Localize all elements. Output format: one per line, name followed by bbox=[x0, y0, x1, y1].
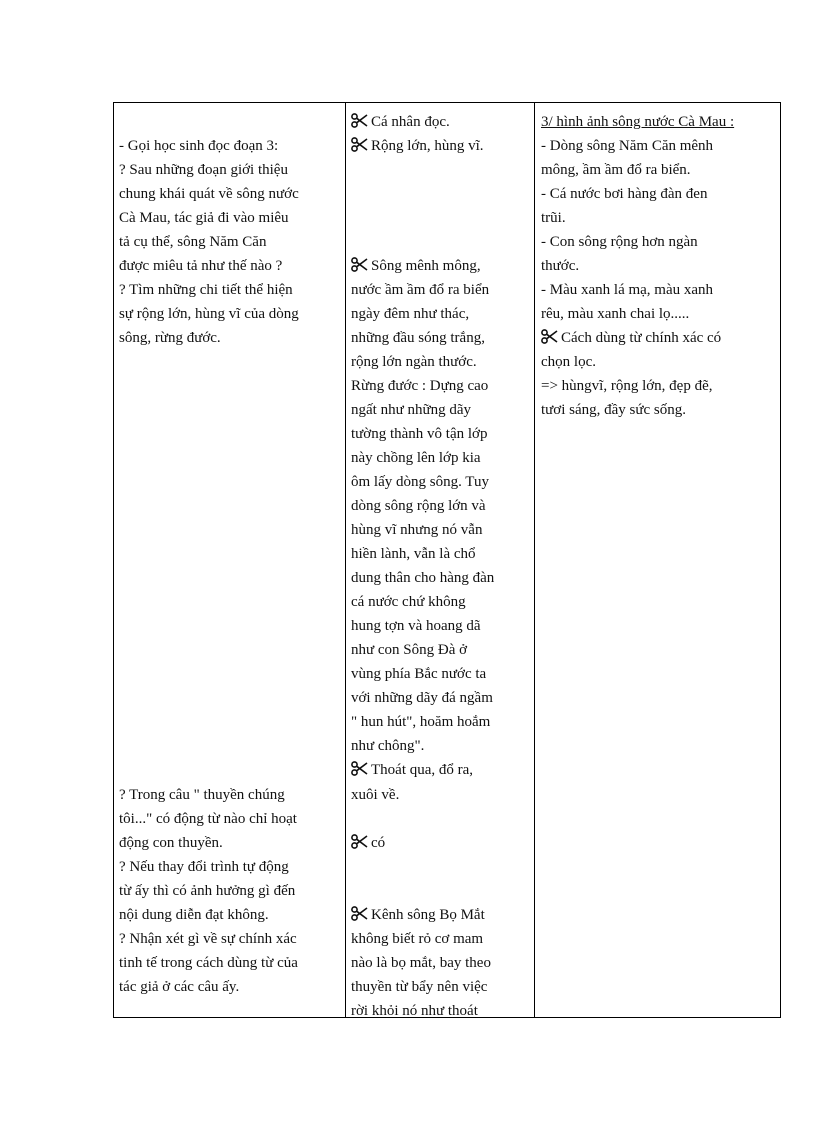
scissors-icon bbox=[351, 758, 371, 782]
text-line bbox=[351, 374, 488, 398]
line-text: từ ấy thì có ảnh hưởng gì đến bbox=[119, 883, 296, 899]
text-line bbox=[119, 206, 289, 230]
line-text: - Con sông rộng hơn ngàn bbox=[541, 234, 698, 250]
text-line bbox=[119, 927, 297, 951]
text-line bbox=[351, 566, 494, 590]
text-line bbox=[119, 254, 282, 278]
text-line bbox=[351, 134, 484, 158]
line-text: dung thân cho hàng đàn bbox=[351, 570, 495, 586]
text-line bbox=[119, 158, 288, 182]
text-line bbox=[351, 662, 486, 686]
text-line bbox=[119, 807, 297, 831]
text-line bbox=[119, 278, 293, 302]
line-text: thuyền từ bẩy nên việc bbox=[351, 979, 488, 995]
line-text: 3/ hình ảnh sông nước Cà Mau : bbox=[541, 114, 735, 130]
line-text: - Cá nước bơi hàng đàn đen bbox=[541, 186, 708, 202]
scissors-icon bbox=[541, 326, 561, 350]
line-text: thước. bbox=[541, 258, 580, 274]
line-text: nội dung diễn đạt không. bbox=[119, 907, 269, 923]
text-line bbox=[119, 975, 239, 999]
line-text: có bbox=[371, 835, 386, 851]
text-line bbox=[541, 206, 566, 230]
text-line bbox=[351, 494, 486, 518]
text-line bbox=[351, 446, 481, 470]
line-text: tác giả ở các câu ấy. bbox=[119, 979, 240, 995]
text-line bbox=[351, 542, 476, 566]
line-text: tường thành vô tận lớp bbox=[351, 426, 488, 442]
text-line bbox=[351, 614, 481, 638]
line-text: ? Tìm những chi tiết thể hiện bbox=[119, 282, 293, 298]
line-text: xuôi về. bbox=[351, 787, 400, 803]
text-line bbox=[351, 951, 491, 975]
line-text: rộng lớn ngàn thước. bbox=[351, 354, 477, 370]
text-line bbox=[351, 734, 424, 758]
text-line bbox=[351, 686, 493, 710]
line-text: - Dòng sông Năm Căn mênh bbox=[541, 138, 714, 154]
line-text: cá nước chứ không bbox=[351, 594, 466, 610]
line-text: Cá nhân đọc. bbox=[371, 114, 450, 130]
line-text: rêu, màu xanh chai lọ..... bbox=[541, 306, 690, 322]
line-text: Thoát qua, đổ ra, bbox=[371, 762, 474, 778]
line-text: - Màu xanh lá mạ, màu xanh bbox=[541, 282, 714, 298]
scissors-icon bbox=[351, 110, 371, 134]
line-text: tôi..." có động từ nào chỉ hoạt bbox=[119, 811, 297, 827]
text-line bbox=[119, 903, 269, 927]
text-line bbox=[351, 518, 482, 542]
line-text: Sông mênh mông, bbox=[371, 258, 481, 274]
text-line bbox=[351, 590, 466, 614]
line-text: ? Nếu thay đổi trình tự động bbox=[119, 859, 289, 875]
line-text: sông, rừng đước. bbox=[119, 330, 221, 346]
line-text: như con Sông Đà ở bbox=[351, 642, 468, 658]
line-text: sự rộng lớn, hùng vĩ của dòng bbox=[119, 306, 299, 322]
line-text: ? Trong câu " thuyền chúng bbox=[119, 787, 285, 803]
text-line bbox=[351, 710, 490, 734]
text-line bbox=[351, 398, 471, 422]
line-text: => hùngvĩ, rộng lớn, đẹp đẽ, bbox=[541, 378, 713, 394]
line-text: nào là bọ mắt, bay theo bbox=[351, 955, 491, 971]
scissors-icon bbox=[351, 831, 371, 855]
line-text: như chông". bbox=[351, 738, 425, 754]
text-line bbox=[541, 110, 734, 134]
line-text: Kênh sông Bọ Mắt bbox=[371, 907, 485, 923]
line-text: rời khỏi nó như thoát bbox=[351, 1003, 478, 1019]
line-text: tươi sáng, đầy sức sống. bbox=[541, 402, 687, 418]
text-line bbox=[351, 999, 478, 1023]
text-line bbox=[541, 302, 689, 326]
line-text: chọn lọc. bbox=[541, 354, 596, 370]
text-line bbox=[351, 975, 487, 999]
line-text: - Gọi học sinh đọc đoạn 3: bbox=[119, 138, 279, 154]
text-line bbox=[351, 278, 489, 302]
scissors-icon bbox=[351, 903, 371, 927]
text-line bbox=[541, 398, 686, 422]
line-text: " hun hút", hoăm hoắm bbox=[351, 714, 491, 730]
line-text: dòng sông rộng lớn và bbox=[351, 498, 486, 514]
text-line bbox=[351, 927, 483, 951]
line-text: Rừng đước : Dựng cao bbox=[351, 378, 489, 394]
line-text: với những dãy đá ngầm bbox=[351, 690, 493, 706]
text-line bbox=[351, 254, 481, 278]
line-text: động con thuyền. bbox=[119, 835, 223, 851]
line-text: chung khái quát về sông nước bbox=[119, 186, 299, 202]
line-text: mông, ầm ầm đổ ra biển. bbox=[541, 162, 691, 178]
line-text: tả cụ thể, sông Năm Căn bbox=[119, 234, 267, 250]
line-text: trũi. bbox=[541, 210, 566, 226]
line-text: Cách dùng từ chính xác có bbox=[561, 330, 722, 346]
text-line bbox=[119, 302, 299, 326]
line-text: ? Sau những đoạn giới thiệu bbox=[119, 162, 288, 178]
text-line bbox=[541, 278, 713, 302]
text-line bbox=[541, 182, 707, 206]
lesson-table bbox=[113, 102, 781, 1018]
line-text: vùng phía Bắc nước ta bbox=[351, 666, 487, 682]
text-line bbox=[541, 350, 596, 374]
line-text: ngất như những dãy bbox=[351, 402, 471, 418]
text-line bbox=[351, 326, 485, 350]
text-line bbox=[119, 951, 298, 975]
text-line bbox=[351, 783, 399, 807]
line-text: ? Nhận xét gì về sự chính xác bbox=[119, 931, 297, 947]
text-line bbox=[119, 326, 221, 350]
line-text: hùng vĩ nhưng nó vẫn bbox=[351, 522, 483, 538]
text-line bbox=[541, 326, 721, 350]
line-text: Cà Mau, tác giả đi vào miêu bbox=[119, 210, 289, 226]
line-text: hung tợn và hoang dã bbox=[351, 618, 481, 634]
text-line bbox=[119, 855, 289, 879]
text-line bbox=[351, 831, 385, 855]
line-text: này chồng lên lớp kia bbox=[351, 450, 481, 466]
line-text: tinh tế trong cách dùng từ của bbox=[119, 955, 298, 971]
text-line bbox=[541, 374, 713, 398]
text-line bbox=[119, 230, 266, 254]
text-line bbox=[119, 134, 278, 158]
text-line bbox=[119, 831, 223, 855]
line-text: không biết rỏ cơ mam bbox=[351, 931, 484, 947]
line-text: hiền lành, vẫn là chổ bbox=[351, 546, 476, 562]
text-line bbox=[351, 422, 487, 446]
scissors-icon bbox=[351, 254, 371, 278]
text-line bbox=[351, 350, 477, 374]
column-divider bbox=[345, 103, 346, 1017]
text-line bbox=[351, 758, 473, 782]
text-line bbox=[119, 879, 295, 903]
text-line bbox=[541, 254, 579, 278]
line-text: ôm lấy dòng sông. Tuy bbox=[351, 474, 489, 490]
text-line bbox=[541, 230, 698, 254]
text-line bbox=[351, 110, 450, 134]
text-line bbox=[119, 783, 285, 807]
text-line bbox=[541, 158, 691, 182]
line-text: nước ầm ầm đổ ra biển bbox=[351, 282, 490, 298]
scissors-icon bbox=[351, 134, 371, 158]
text-line bbox=[351, 470, 489, 494]
text-line bbox=[351, 903, 485, 927]
line-text: ngày đêm như thác, bbox=[351, 306, 470, 322]
column-divider bbox=[534, 103, 535, 1017]
text-line bbox=[119, 182, 299, 206]
line-text: Rộng lớn, hùng vĩ. bbox=[371, 138, 484, 154]
text-line bbox=[351, 638, 467, 662]
line-text: những đầu sóng trắng, bbox=[351, 330, 485, 346]
text-line bbox=[541, 134, 713, 158]
text-line bbox=[351, 302, 469, 326]
line-text: được miêu tả như thế nào ? bbox=[119, 258, 283, 274]
